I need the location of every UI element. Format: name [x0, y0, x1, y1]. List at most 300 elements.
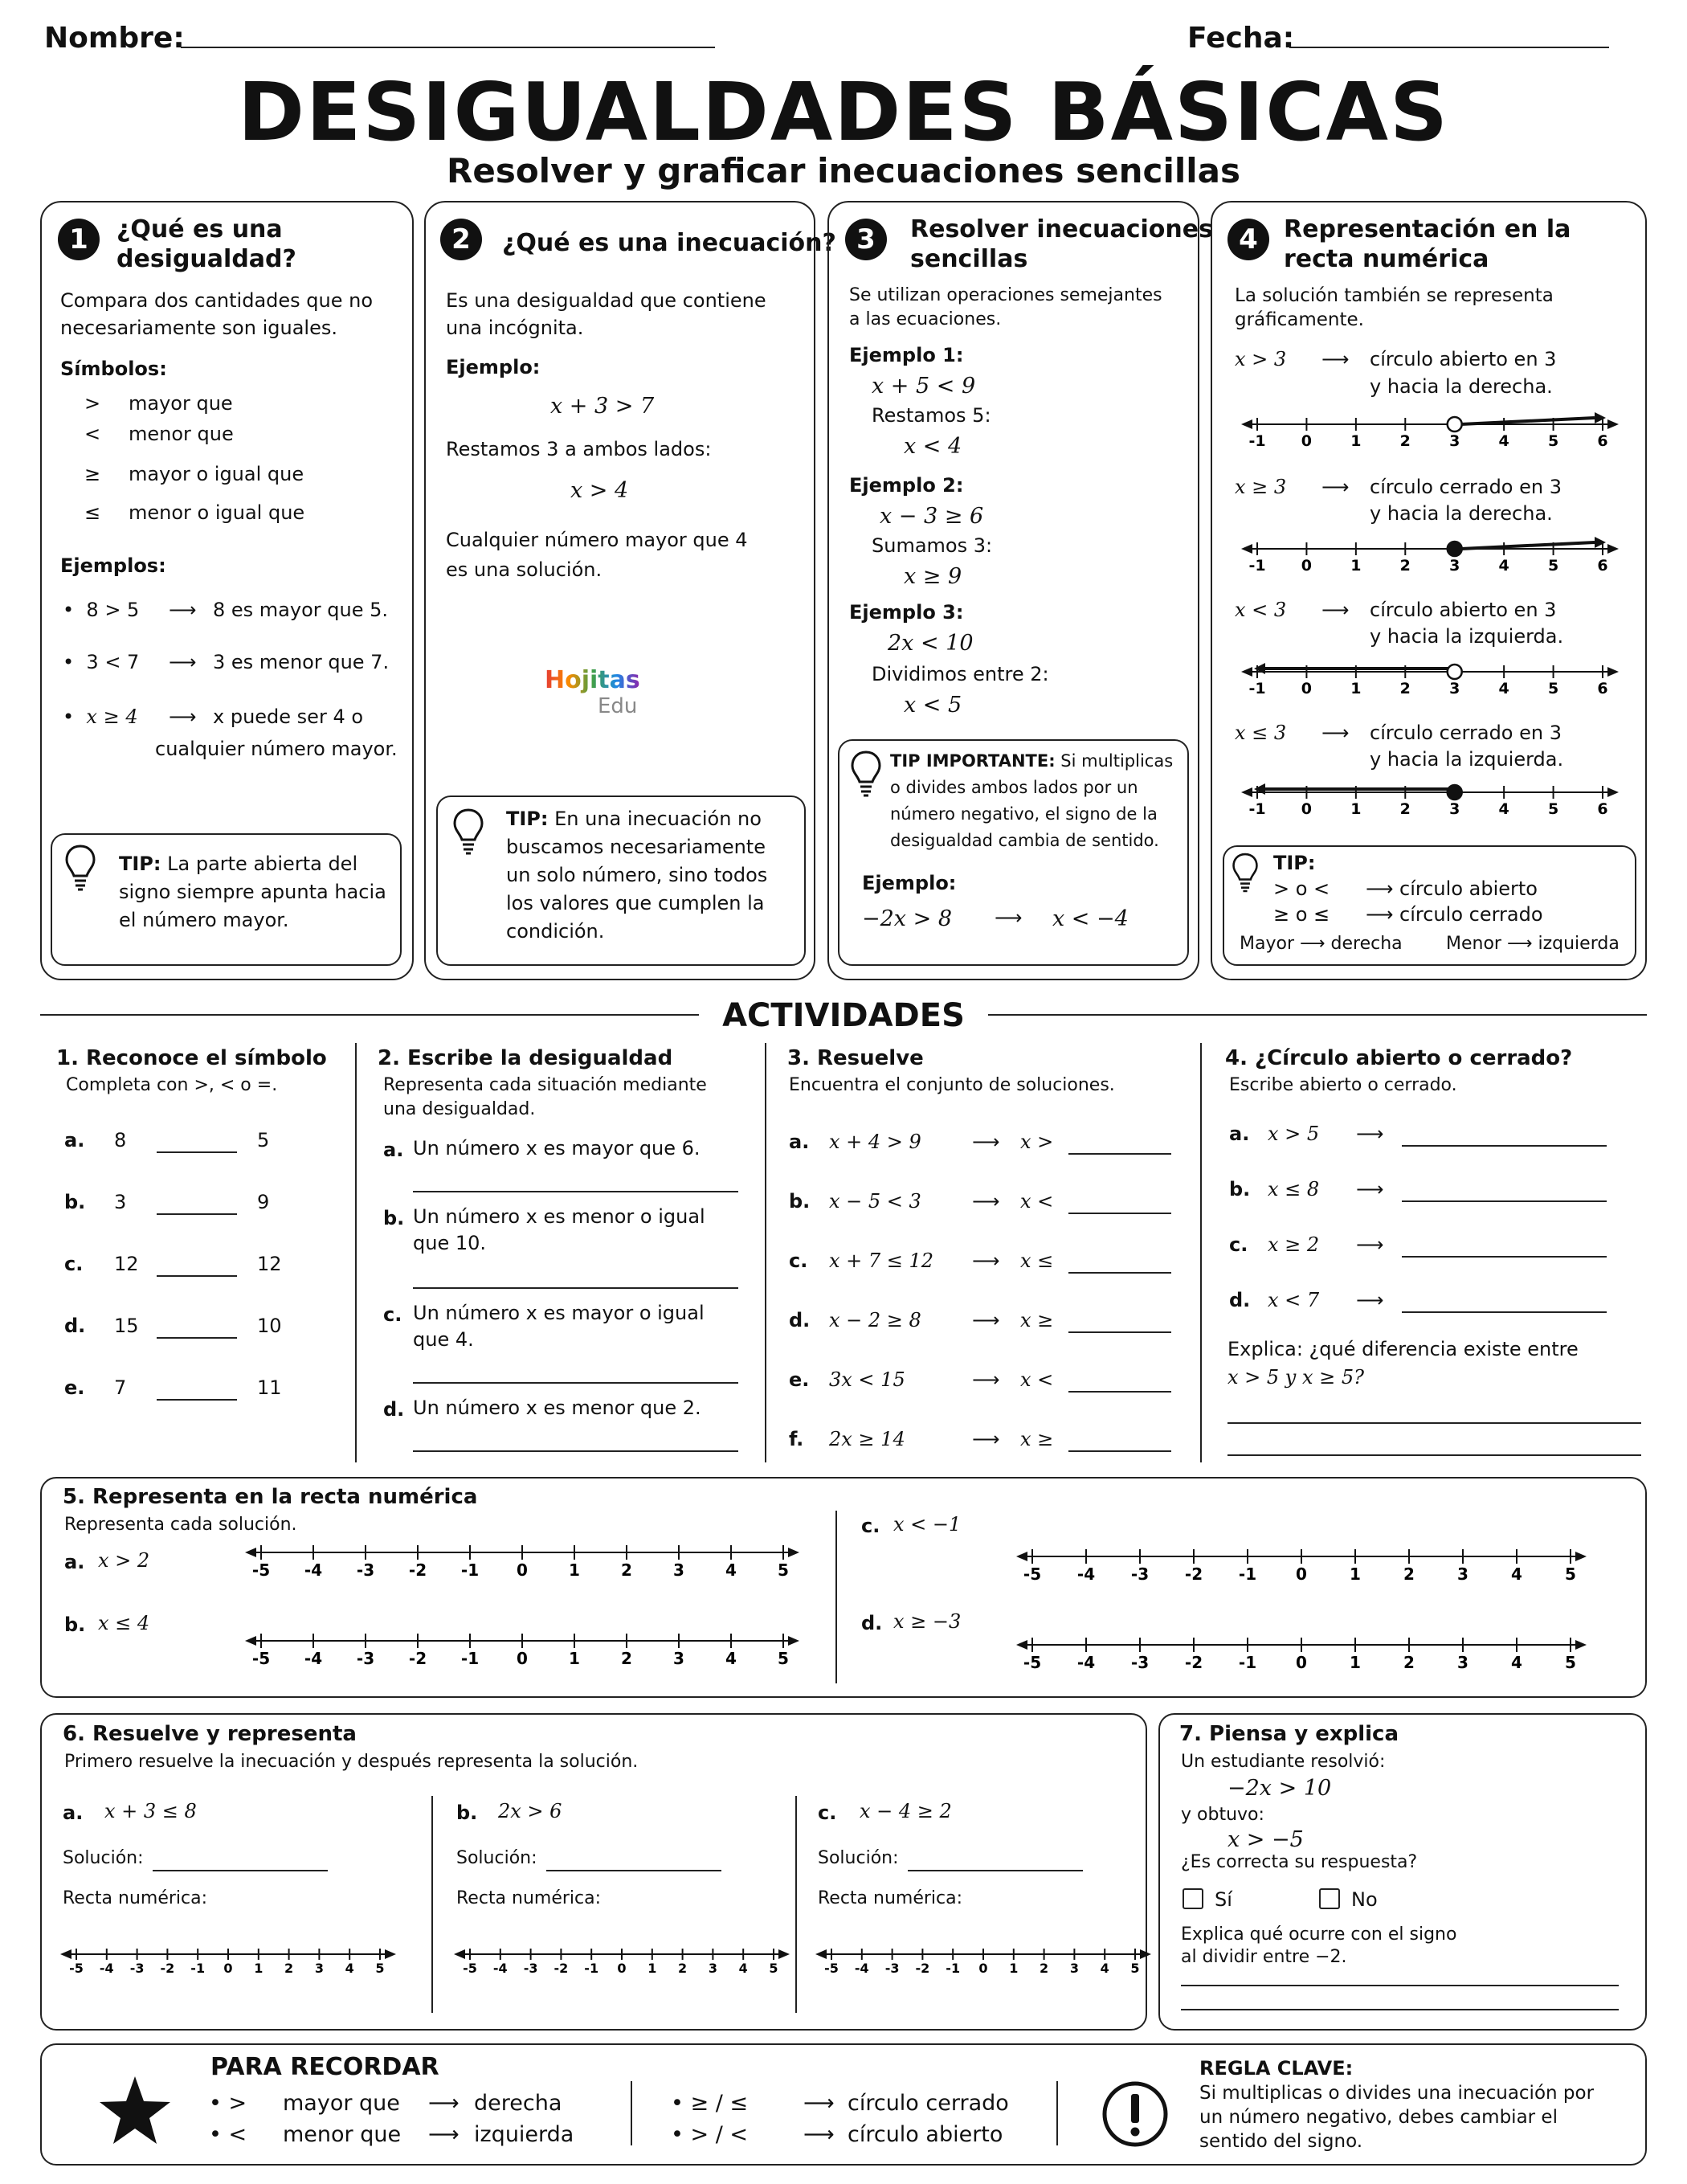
activity-7-equation: −2x > 10 — [1227, 1776, 1332, 1801]
case-1-number-line — [1225, 410, 1627, 466]
activity-4-inequality: x < 7 — [1268, 1289, 1320, 1311]
case-4-number-line — [1225, 778, 1627, 834]
activity-2-item-c-2: que 4. — [413, 1328, 474, 1351]
case-4-desc: círculo cerrado en 3 — [1370, 722, 1562, 744]
arrow-icon: ⟶ — [1356, 1233, 1384, 1256]
recordar-symbol-lt: • < — [209, 2122, 247, 2147]
symbols-heading: Símbolos: — [60, 358, 167, 380]
activity-3-result-prefix: x ≥ — [1020, 1428, 1054, 1450]
arrow-icon: ⟶ — [1321, 599, 1350, 621]
example-3-equation: 2x < 10 — [888, 631, 974, 656]
activity-2-item-d: Un número x es menor que 2. — [413, 1397, 701, 1419]
section-4-title: Representación en la — [1284, 215, 1571, 243]
tick-label: -1 — [584, 1961, 599, 1976]
tick-label: -3 — [356, 1560, 375, 1580]
tick-label: 4 — [1511, 1564, 1522, 1584]
arrow-right-icon — [1607, 544, 1619, 554]
activity-6-instructions: Primero resuelve la inecuación y después representa la solución. — [64, 1752, 639, 1772]
section-1-intro: Compara dos cantidades que no — [60, 289, 374, 312]
arrow-right-icon — [385, 1949, 396, 1959]
section-3-title: Resolver inecuaciones — [910, 215, 1213, 243]
section-4-intro: La solución también se representa — [1235, 285, 1554, 306]
tip-open-symbols: > o < — [1273, 877, 1330, 900]
answer-line[interactable] — [1068, 1272, 1171, 1274]
tick-label: -5 — [824, 1961, 839, 1976]
tick-label: 2 — [1040, 1961, 1049, 1976]
tick-label: -4 — [1076, 1653, 1096, 1672]
tick-label: 1 — [569, 1560, 580, 1580]
activity-6-solution-label: Solución: — [456, 1848, 537, 1868]
activity-3-result-prefix: x ≤ — [1020, 1249, 1054, 1272]
activity-2-item-b: Un número x es menor o igual — [413, 1205, 705, 1228]
section-1-title: ¿Qué es una — [116, 215, 283, 243]
arrow-right-icon — [788, 1636, 799, 1646]
section-1-tip-text-2: signo siempre apunta hacia — [119, 881, 386, 903]
answer-line[interactable] — [1402, 1311, 1607, 1313]
regla-clave-text-2: un número negativo, debes cambiar el — [1199, 2107, 1558, 2128]
tick-label: 6 — [1597, 800, 1608, 818]
fecha-field[interactable] — [1289, 47, 1609, 48]
case-4-desc-2: y hacia la izquierda. — [1370, 748, 1564, 771]
solution-field[interactable] — [908, 1870, 1083, 1871]
tick-label: -4 — [304, 1649, 323, 1668]
example-3-label: Ejemplo 3: — [849, 601, 964, 624]
recordar-gt-desc: mayor que — [283, 2091, 400, 2116]
arrow-left-icon — [1241, 419, 1252, 429]
activity-3-result-prefix: x > — [1020, 1131, 1054, 1153]
open-circle — [1448, 417, 1462, 431]
divider-right — [988, 1014, 1647, 1016]
symbol-gt: > — [84, 392, 101, 415]
activity-6-inequality: x − 4 ≥ 2 — [860, 1800, 952, 1822]
section-4-tip-label: TIP: — [1273, 852, 1316, 874]
section-3-tip-example: Ejemplo: — [862, 872, 957, 894]
tick-label: -4 — [99, 1961, 114, 1976]
activity-7-result: x > −5 — [1227, 1827, 1304, 1852]
answer-line[interactable] — [1068, 1391, 1171, 1393]
arrow-right-icon — [1607, 419, 1619, 429]
arrow-icon: ⟶ — [428, 2122, 460, 2147]
arrow-icon: ⟶ — [169, 651, 197, 673]
example-1-label: Ejemplo 1: — [849, 344, 964, 366]
answer-line[interactable] — [1402, 1145, 1607, 1147]
answer-line[interactable] — [1227, 1422, 1641, 1424]
tick-label: 3 — [1449, 800, 1460, 818]
tick-label: -1 — [460, 1649, 480, 1668]
arrow-left-icon — [815, 1949, 827, 1959]
answer-line[interactable] — [413, 1382, 738, 1384]
activity-5-label-a: a. — [64, 1551, 85, 1573]
activity-3-result-prefix: x ≥ — [1020, 1309, 1054, 1331]
lightbulb-icon — [452, 808, 484, 856]
activity-2-item-c: Un número x es mayor o igual — [413, 1302, 705, 1324]
section-1-title-2: desigualdad? — [116, 245, 296, 273]
tick-label: 2 — [678, 1961, 688, 1976]
activity-4-inequality: x ≥ 2 — [1268, 1233, 1320, 1256]
tick-label: 1 — [569, 1649, 580, 1668]
answer-line[interactable] — [413, 1191, 738, 1192]
case-2-desc: círculo cerrado en 3 — [1370, 476, 1562, 498]
symbol-blank[interactable] — [157, 1337, 237, 1339]
checkbox-si[interactable] — [1183, 1888, 1203, 1909]
tick-label: 3 — [1449, 557, 1460, 575]
tick-label: 4 — [1498, 680, 1509, 697]
arrow-right-icon — [778, 1949, 790, 1959]
example-2-label: Ejemplo 2: — [849, 474, 964, 497]
tick-label: 2 — [1399, 557, 1411, 575]
activity-6-label: c. — [818, 1802, 837, 1824]
section-1-intro-2: necesariamente son iguales. — [60, 317, 337, 339]
activity-3-label: f. — [789, 1428, 804, 1450]
activity-7-text-2: y obtuvo: — [1181, 1805, 1264, 1825]
tick-label: 5 — [1547, 800, 1559, 818]
tick-label: 3 — [708, 1961, 717, 1976]
case-3-inequality: x < 3 — [1235, 599, 1287, 621]
activity-5-item-c: x < −1 — [893, 1513, 962, 1536]
lightbulb-icon — [850, 750, 882, 798]
arrow-left-icon — [1241, 544, 1252, 554]
tick-label: 2 — [1403, 1564, 1415, 1584]
arrow-right-icon — [1595, 412, 1606, 423]
tick-label: 4 — [1511, 1653, 1522, 1672]
answer-line[interactable] — [413, 1450, 738, 1452]
case-3-desc: círculo abierto en 3 — [1370, 599, 1557, 621]
tick-label: -1 — [1238, 1564, 1257, 1584]
section-2-tip-text-3: un solo número, sino todos — [506, 864, 768, 886]
activity-3-result-prefix: x < — [1020, 1368, 1054, 1391]
example-1: • 8 > 5 — [63, 599, 140, 621]
arrow-icon: ⟶ — [972, 1131, 1000, 1153]
tick-label: 5 — [1565, 1653, 1576, 1672]
section-1-number: 1 — [58, 219, 100, 260]
arrow-right-icon — [1575, 1640, 1587, 1650]
tick-label: 4 — [738, 1961, 748, 1976]
tick-label: -2 — [1184, 1564, 1203, 1584]
activity-1-label: c. — [64, 1253, 84, 1275]
section-2-result: x > 4 — [570, 478, 629, 503]
tick-label: -4 — [492, 1961, 508, 1976]
tick-label: -3 — [129, 1961, 145, 1976]
tick-label: 5 — [1130, 1961, 1140, 1976]
nombre-field[interactable] — [181, 47, 715, 48]
symbol-ge: ≥ — [84, 463, 101, 485]
answer-line[interactable] — [413, 1287, 738, 1289]
section-4-title-2: recta numérica — [1284, 245, 1489, 273]
section-1-tip-text: TIP: La parte abierta del — [119, 853, 358, 875]
regla-clave-label: REGLA CLAVE: — [1199, 2057, 1354, 2080]
tick-label: -2 — [408, 1560, 427, 1580]
recordar-lt-dir: izquierda — [474, 2122, 574, 2147]
column-divider — [1056, 2081, 1058, 2145]
tick-label: 0 — [517, 1560, 528, 1580]
answer-line[interactable] — [1402, 1200, 1607, 1202]
tick-label: -3 — [356, 1649, 375, 1668]
activity-5-number-line-c[interactable] — [1008, 1547, 1603, 1595]
arrow-right-icon — [1607, 667, 1619, 677]
tip-mayor: Mayor ⟶ derecha — [1240, 934, 1403, 954]
arrow-icon: ⟶ — [972, 1428, 1000, 1450]
section-3-intro: Se utilizan operaciones semejantes — [849, 285, 1162, 305]
tick-label: 1 — [1350, 1653, 1361, 1672]
activity-4-label: a. — [1229, 1123, 1250, 1145]
tick-label: -5 — [69, 1961, 84, 1976]
activity-5-number-line-d[interactable] — [1008, 1635, 1603, 1683]
tick-label: -5 — [1023, 1564, 1042, 1584]
activity-4-instructions: Escribe abierto o cerrado. — [1229, 1075, 1457, 1095]
tick-label: 3 — [1069, 1961, 1079, 1976]
arrow-icon: ⟶ — [1321, 722, 1350, 744]
activity-1-label: a. — [64, 1129, 85, 1151]
activity-1-right-number: 11 — [257, 1376, 282, 1399]
answer-line[interactable] — [1068, 1450, 1171, 1452]
activity-4-inequality: x ≤ 8 — [1268, 1178, 1320, 1200]
activity-1-left-number: 8 — [114, 1129, 127, 1151]
tick-label: -1 — [1238, 1653, 1257, 1672]
regla-clave-text: Si multiplicas o divides una inecuación por — [1199, 2083, 1595, 2104]
activity-6-number-line[interactable] — [59, 1945, 404, 1985]
activity-3-label: b. — [789, 1190, 811, 1213]
tick-label: 5 — [778, 1649, 789, 1668]
answer-line[interactable] — [1068, 1331, 1171, 1333]
tick-label: -1 — [946, 1961, 961, 1976]
tick-label: 0 — [1296, 1564, 1307, 1584]
tick-label: 5 — [1565, 1564, 1576, 1584]
arrow-left-icon — [454, 1949, 465, 1959]
section-4-intro-2: gráficamente. — [1235, 309, 1364, 330]
activity-1-label: b. — [64, 1191, 86, 1213]
tick-label: 4 — [1498, 432, 1509, 450]
activity-2-label-c: c. — [383, 1303, 402, 1326]
tick-label: 5 — [1547, 432, 1559, 450]
activity-1-right-number: 5 — [257, 1129, 270, 1151]
examples-heading: Ejemplos: — [60, 554, 166, 577]
activity-1-title: 1. Reconoce el símbolo — [56, 1046, 327, 1070]
activity-3-inequality: x − 5 < 3 — [829, 1190, 921, 1213]
column-divider — [1200, 1043, 1202, 1462]
section-3-intro-2: a las ecuaciones. — [849, 309, 1002, 329]
tick-label: 2 — [1399, 680, 1411, 697]
section-3-tip-text-3: número negativo, el signo de la — [890, 804, 1158, 824]
answer-line[interactable] — [1068, 1153, 1171, 1155]
arrow-right-icon — [1595, 537, 1606, 548]
activity-1-left-number: 12 — [114, 1253, 139, 1275]
tick-label: -4 — [854, 1961, 869, 1976]
tick-label: -3 — [523, 1961, 538, 1976]
activity-2-item-b-2: que 10. — [413, 1232, 487, 1254]
activity-1-right-number: 10 — [257, 1315, 282, 1337]
section-2-example-label: Ejemplo: — [446, 356, 541, 378]
activity-3-inequality: x + 4 > 9 — [829, 1131, 921, 1153]
recordar-gt-dir: derecha — [474, 2091, 562, 2116]
arrow-right-icon — [1140, 1949, 1151, 1959]
tick-label: 2 — [284, 1961, 294, 1976]
tick-label: 6 — [1597, 557, 1608, 575]
example-2-text: 3 es menor que 7. — [213, 651, 390, 673]
tick-label: -1 — [1248, 680, 1266, 697]
symbol-blank[interactable] — [157, 1275, 237, 1277]
arrow-icon: ⟶ — [1356, 1123, 1384, 1145]
closed-circle — [1448, 785, 1462, 800]
activity-1-instructions: Completa con >, < o =. — [66, 1075, 278, 1095]
case-1-desc: círculo abierto en 3 — [1370, 348, 1557, 370]
activity-7-question: ¿Es correcta su respuesta? — [1181, 1852, 1418, 1872]
symbol-blank[interactable] — [157, 1399, 237, 1401]
section-4-number: 4 — [1227, 219, 1269, 260]
activity-5-number-line-a[interactable] — [237, 1543, 815, 1591]
activity-3-instructions: Encuentra el conjunto de soluciones. — [789, 1075, 1115, 1095]
tick-label: 5 — [1547, 680, 1559, 697]
activity-6-number-line-label: Recta numérica: — [63, 1888, 208, 1908]
example-3-step: Dividimos entre 2: — [872, 663, 1049, 685]
activity-3-inequality: x + 7 ≤ 12 — [829, 1249, 934, 1272]
example-3-text: x puede ser 4 o — [213, 706, 364, 728]
arrow-right-icon — [788, 1548, 799, 1557]
tick-label: 2 — [621, 1649, 632, 1668]
section-2-step: Restamos 3 a ambos lados: — [446, 438, 712, 460]
tick-label: -3 — [1130, 1653, 1150, 1672]
tick-label: 5 — [1547, 557, 1559, 575]
section-2-number: 2 — [440, 219, 482, 260]
section-2-tip-text: TIP: En una inecuación no — [506, 808, 762, 830]
arrow-left-icon — [245, 1548, 256, 1557]
watermark-logo-sub: Edu — [598, 694, 638, 718]
tick-label: 4 — [1498, 800, 1509, 818]
activity-6-solution-label: Solución: — [63, 1848, 144, 1868]
column-divider — [765, 1043, 766, 1462]
activity-6-inequality: 2x > 6 — [498, 1800, 562, 1822]
tick-label: 0 — [978, 1961, 988, 1976]
tick-label: 3 — [1449, 680, 1460, 697]
watermark-logo: Hojitas — [545, 666, 640, 694]
activity-7-explain-2: al dividir entre −2. — [1181, 1947, 1347, 1967]
case-1-inequality: x > 3 — [1235, 348, 1287, 370]
tick-label: 4 — [725, 1560, 737, 1580]
section-3-tip-result: x < −4 — [1052, 906, 1129, 931]
activity-4-label: c. — [1229, 1233, 1248, 1256]
case-2-inequality: x ≥ 3 — [1235, 476, 1287, 498]
tick-label: 0 — [1301, 557, 1313, 575]
arrow-icon: ⟶ — [995, 906, 1023, 929]
recordar-lt-desc: menor que — [283, 2122, 402, 2147]
answer-line[interactable] — [1402, 1256, 1607, 1258]
arrow-icon: ⟶ — [1356, 1289, 1384, 1311]
answer-line[interactable] — [1227, 1454, 1641, 1456]
activity-3-label: c. — [789, 1249, 808, 1272]
tick-label: 3 — [314, 1961, 324, 1976]
activity-2-title: 2. Escribe la desigualdad — [378, 1046, 673, 1070]
activity-3-inequality: x − 2 ≥ 8 — [829, 1309, 921, 1331]
arrow-right-icon — [1607, 787, 1619, 797]
arrow-icon: ⟶ — [428, 2091, 460, 2116]
activity-2-instructions-2: una desigualdad. — [383, 1099, 536, 1119]
activity-1-label: d. — [64, 1315, 86, 1337]
tick-label: 5 — [769, 1961, 778, 1976]
solution-field[interactable] — [546, 1870, 721, 1871]
symbol-blank[interactable] — [157, 1213, 237, 1215]
activity-5-number-line-b[interactable] — [237, 1631, 815, 1679]
activity-6-number-line[interactable] — [452, 1945, 798, 1985]
section-2-equation: x + 3 > 7 — [550, 394, 655, 419]
case-4-inequality: x ≤ 3 — [1235, 722, 1287, 744]
checkbox-si-label: Sí — [1215, 1888, 1232, 1911]
activity-1-left-number: 7 — [114, 1376, 127, 1399]
activity-5-item-d: x ≥ −3 — [893, 1610, 962, 1633]
answer-line[interactable] — [1181, 2009, 1619, 2010]
answer-line[interactable] — [1181, 1985, 1619, 1986]
case-1-desc-2: y hacia la derecha. — [1370, 375, 1553, 398]
symbol-blank[interactable] — [157, 1151, 237, 1153]
divider-left — [40, 1014, 699, 1016]
tick-label: -2 — [160, 1961, 175, 1976]
activity-6-title: 6. Resuelve y representa — [63, 1722, 357, 1746]
tip-closed-desc: ⟶ círculo cerrado — [1366, 903, 1543, 926]
arrow-icon: ⟶ — [169, 599, 197, 621]
tick-label: 0 — [1301, 432, 1313, 450]
closed-circle — [1448, 542, 1462, 556]
tick-label: -5 — [251, 1649, 271, 1668]
tick-label: 3 — [1457, 1564, 1468, 1584]
activity-5-label-c: c. — [861, 1515, 880, 1537]
activity-5-item-b: x ≤ 4 — [98, 1612, 150, 1634]
tick-label: 4 — [1498, 557, 1509, 575]
tick-label: -3 — [1130, 1564, 1150, 1584]
activity-1-left-number: 3 — [114, 1191, 127, 1213]
activity-3-label: e. — [789, 1368, 810, 1391]
activity-2-instructions: Representa cada situación mediante — [383, 1075, 707, 1095]
solution-field[interactable] — [153, 1870, 328, 1871]
section-2-note: Cualquier número mayor que 4 — [446, 529, 748, 551]
activity-7-explain: Explica qué ocurre con el signo — [1181, 1924, 1457, 1945]
column-divider — [631, 2081, 632, 2145]
tick-label: 4 — [1100, 1961, 1109, 1976]
activities-heading: ACTIVIDADES — [722, 997, 965, 1034]
tick-label: 0 — [1301, 680, 1313, 697]
section-3-tip-text-2: o divides ambos lados por un — [890, 778, 1138, 797]
tick-label: 1 — [1350, 800, 1362, 818]
tip-closed-symbols: ≥ o ≤ — [1273, 903, 1330, 926]
checkbox-no[interactable] — [1319, 1888, 1340, 1909]
recordar-open-desc: círculo abierto — [848, 2122, 1003, 2147]
page-title: DESIGUALDADES BÁSICAS — [237, 65, 1450, 159]
arrow-left-icon — [1016, 1640, 1027, 1650]
tick-label: -5 — [1023, 1653, 1042, 1672]
section-3-tip-text-4: desigualdad cambia de sentido. — [890, 831, 1159, 850]
tick-label: 4 — [345, 1961, 354, 1976]
answer-line[interactable] — [1068, 1213, 1171, 1214]
tip-menor: Menor ⟶ izquierda — [1446, 934, 1620, 954]
activity-3-inequality: 2x ≥ 14 — [829, 1428, 905, 1450]
activity-1-label: e. — [64, 1376, 85, 1399]
recordar-symbol-gt: • > — [209, 2091, 247, 2116]
case-2-number-line — [1225, 534, 1627, 591]
tick-label: -2 — [408, 1649, 427, 1668]
activity-1-right-number: 9 — [257, 1191, 270, 1213]
activity-6-number-line[interactable] — [814, 1945, 1159, 1985]
recordar-open-symbols: • > / < — [671, 2122, 749, 2147]
arrow-left-icon — [1016, 1552, 1027, 1561]
tick-label: 1 — [254, 1961, 263, 1976]
column-divider — [835, 1511, 837, 1683]
fecha-label: Fecha: — [1187, 22, 1295, 55]
example-3: • x ≥ 4 — [63, 706, 138, 728]
tick-label: -2 — [553, 1961, 569, 1976]
tick-label: 3 — [1457, 1653, 1468, 1672]
activity-3-inequality: 3x < 15 — [829, 1368, 905, 1391]
tip-open-desc: ⟶ círculo abierto — [1366, 877, 1538, 900]
arrow-icon: ⟶ — [1356, 1178, 1384, 1200]
activity-1-right-number: 12 — [257, 1253, 282, 1275]
section-3-number: 3 — [845, 219, 887, 260]
